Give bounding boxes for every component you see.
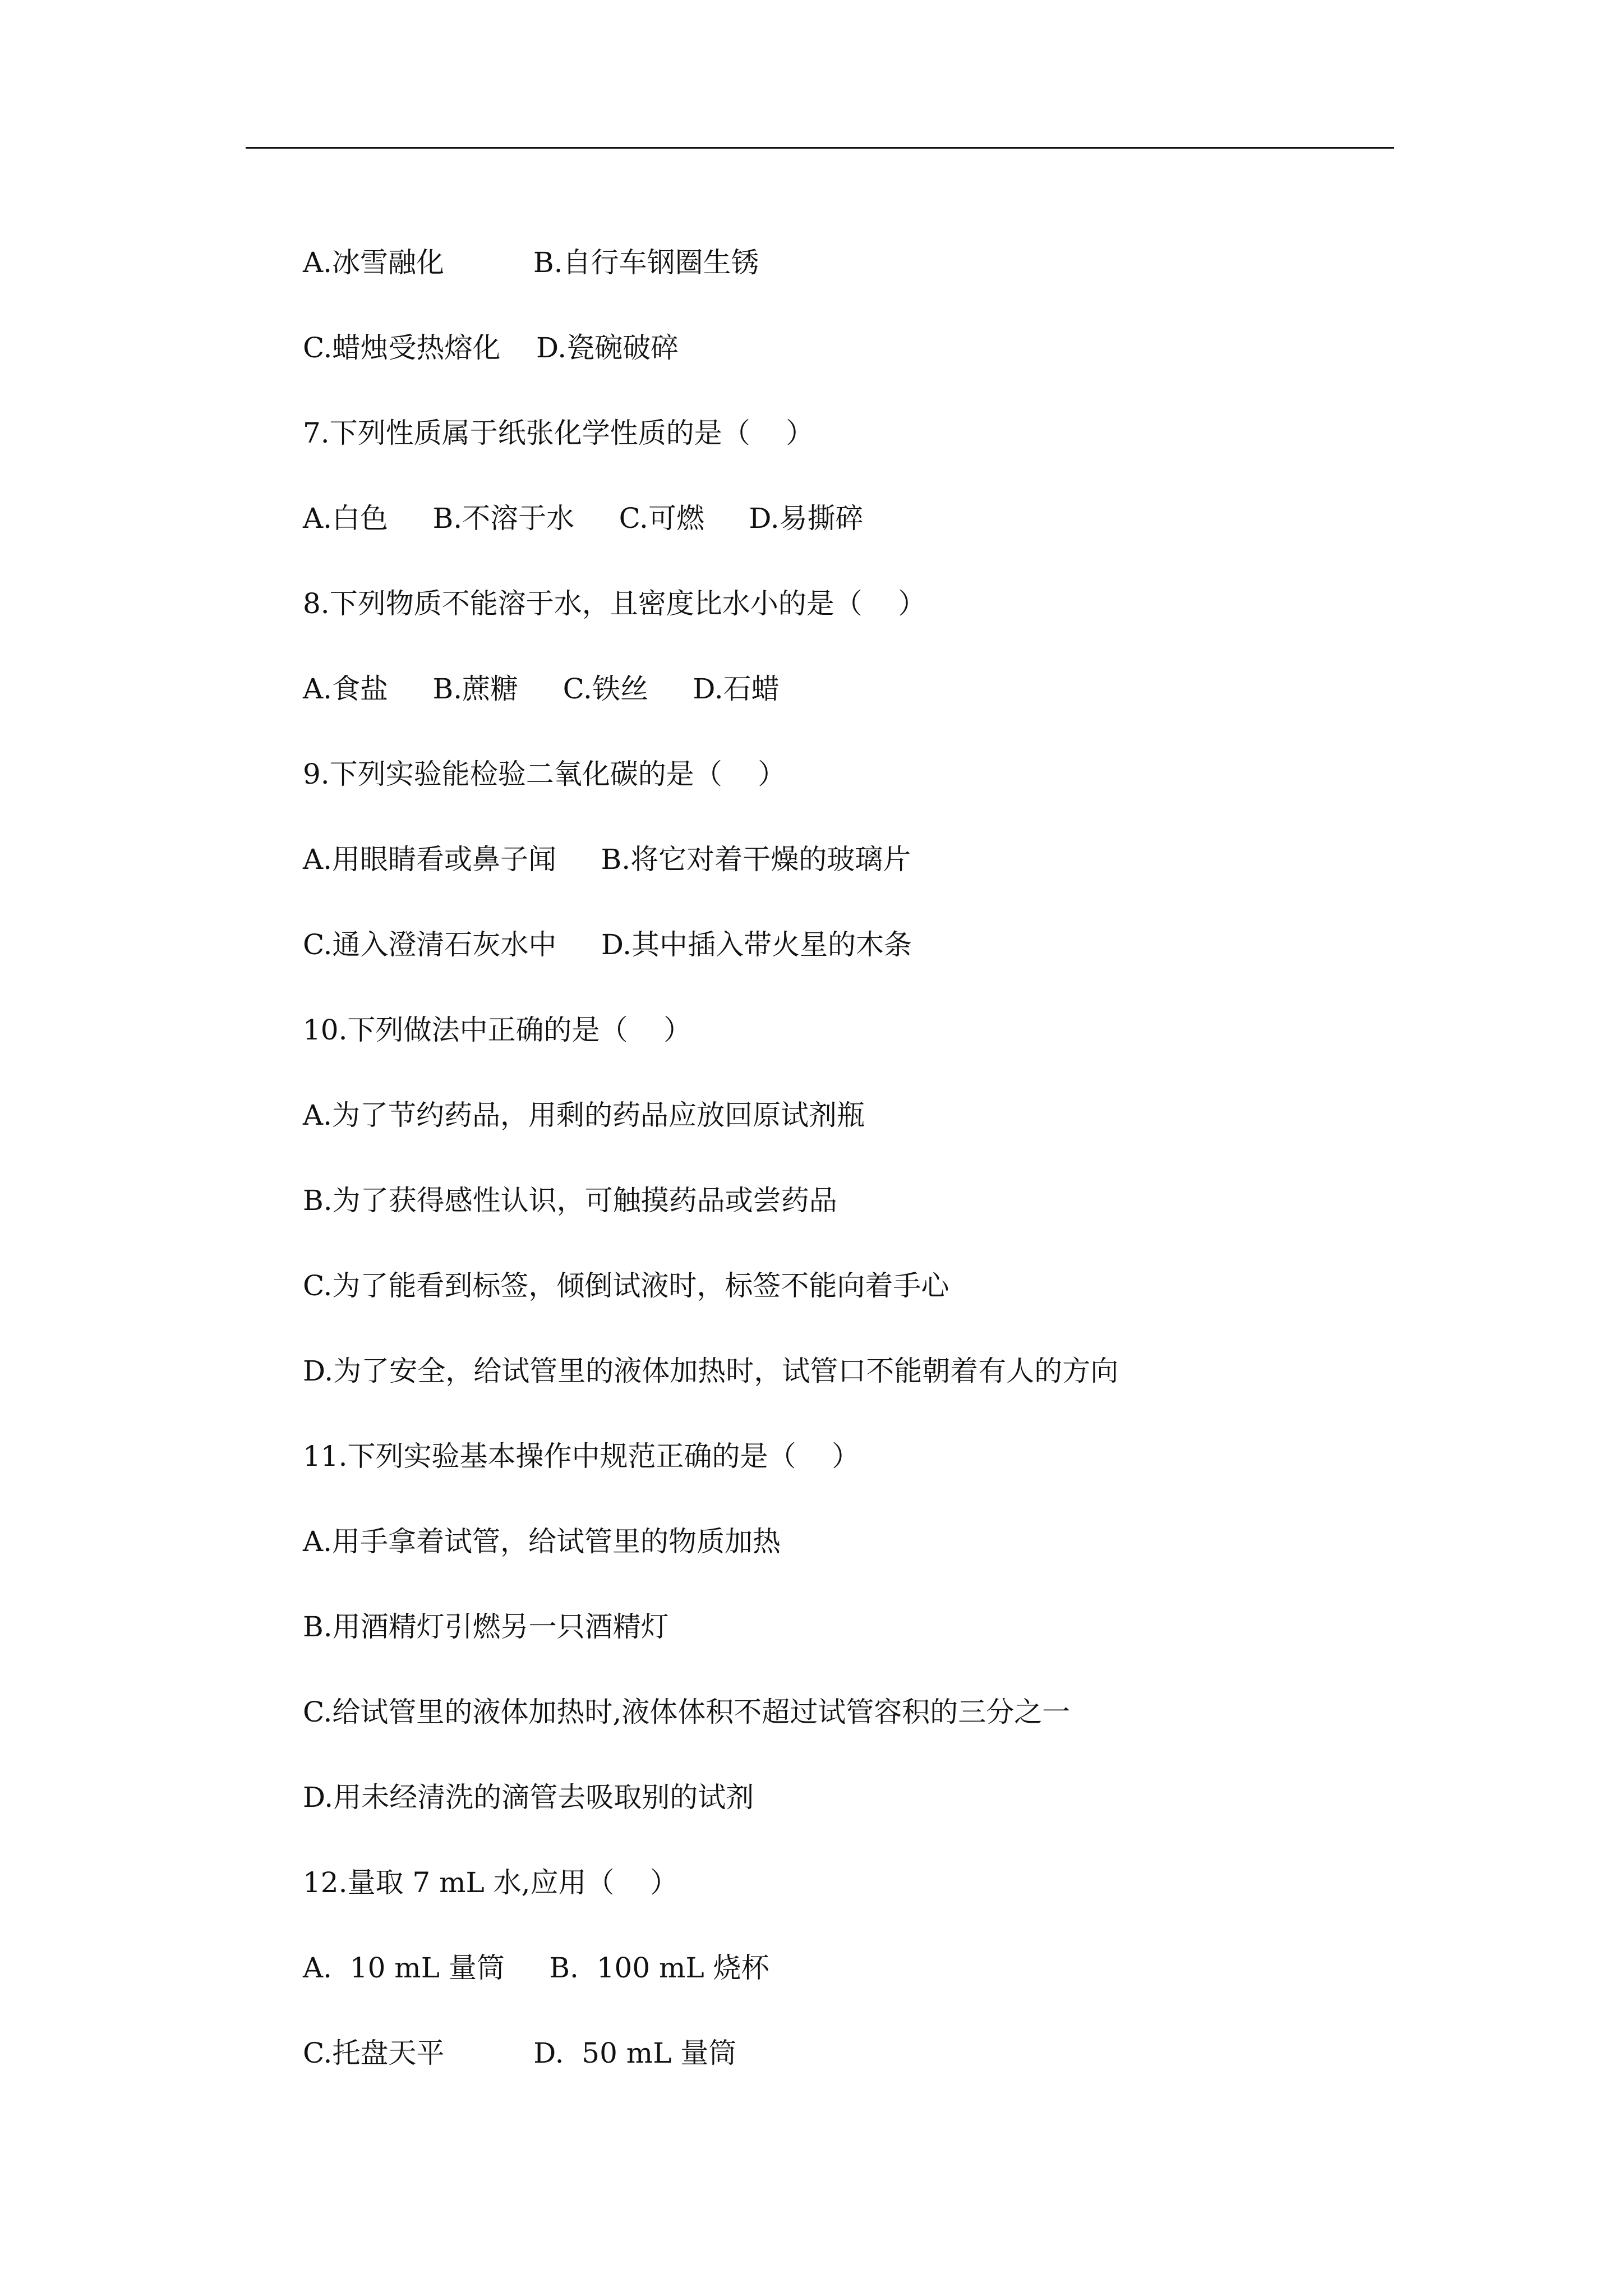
q8-stem: 8.下列物质不能溶于水，且密度比水小的是（ ） — [303, 587, 926, 620]
q11-option-c: C.给试管里的液体加热时,液体体积不超过试管容积的三分之一 — [303, 1696, 1071, 1728]
q9-stem: 9.下列实验能检验二氧化碳的是（ ） — [303, 758, 786, 790]
q10-option-a: A.为了节约药品，用剩的药品应放回原试剂瓶 — [303, 1099, 865, 1131]
q10-stem: 10.下列做法中正确的是（ ） — [303, 1014, 692, 1046]
header-rule — [246, 147, 1394, 149]
q6-options-ab: A.冰雪融化 B.自行车钢圈生锈 — [303, 246, 759, 279]
q8-options: A.食盐 B.蔗糖 C.铁丝 D.石蜡 — [303, 673, 780, 705]
q11-option-a: A.用手拿着试管，给试管里的物质加热 — [303, 1525, 781, 1558]
q10-option-d: D.为了安全，给试管里的液体加热时，试管口不能朝着有人的方向 — [303, 1355, 1119, 1387]
q6-options-cd: C.蜡烛受热熔化 D.瓷碗破碎 — [303, 332, 679, 364]
q11-stem: 11.下列实验基本操作中规范正确的是（ ） — [303, 1440, 860, 1473]
q10-option-b: B.为了获得感性认识，可触摸药品或尝药品 — [303, 1184, 837, 1217]
q11-option-d: D.用未经清洗的滴管去吸取别的试剂 — [303, 1781, 754, 1814]
q7-stem: 7.下列性质属于纸张化学性质的是（ ） — [303, 417, 814, 449]
q11-option-b: B.用酒精灯引燃另一只酒精灯 — [303, 1611, 669, 1643]
q9-options-ab: A.用眼睛看或鼻子闻 B.将它对着干燥的玻璃片 — [303, 843, 911, 876]
q10-option-c: C.为了能看到标签，倾倒试液时，标签不能向着手心 — [303, 1269, 949, 1302]
q12-options-ab: A. 10 mL 量筒 B. 100 mL 烧杯 — [303, 1952, 769, 1984]
q7-options: A.白色 B.不溶于水 C.可燃 D.易撕碎 — [303, 502, 864, 535]
q9-options-cd: C.通入澄清石灰水中 D.其中插入带火星的木条 — [303, 928, 912, 961]
q12-stem: 12.量取 7 mL 水,应用（ ） — [303, 1866, 679, 1899]
q12-options-cd: C.托盘天平 D. 50 mL 量筒 — [303, 2037, 737, 2069]
